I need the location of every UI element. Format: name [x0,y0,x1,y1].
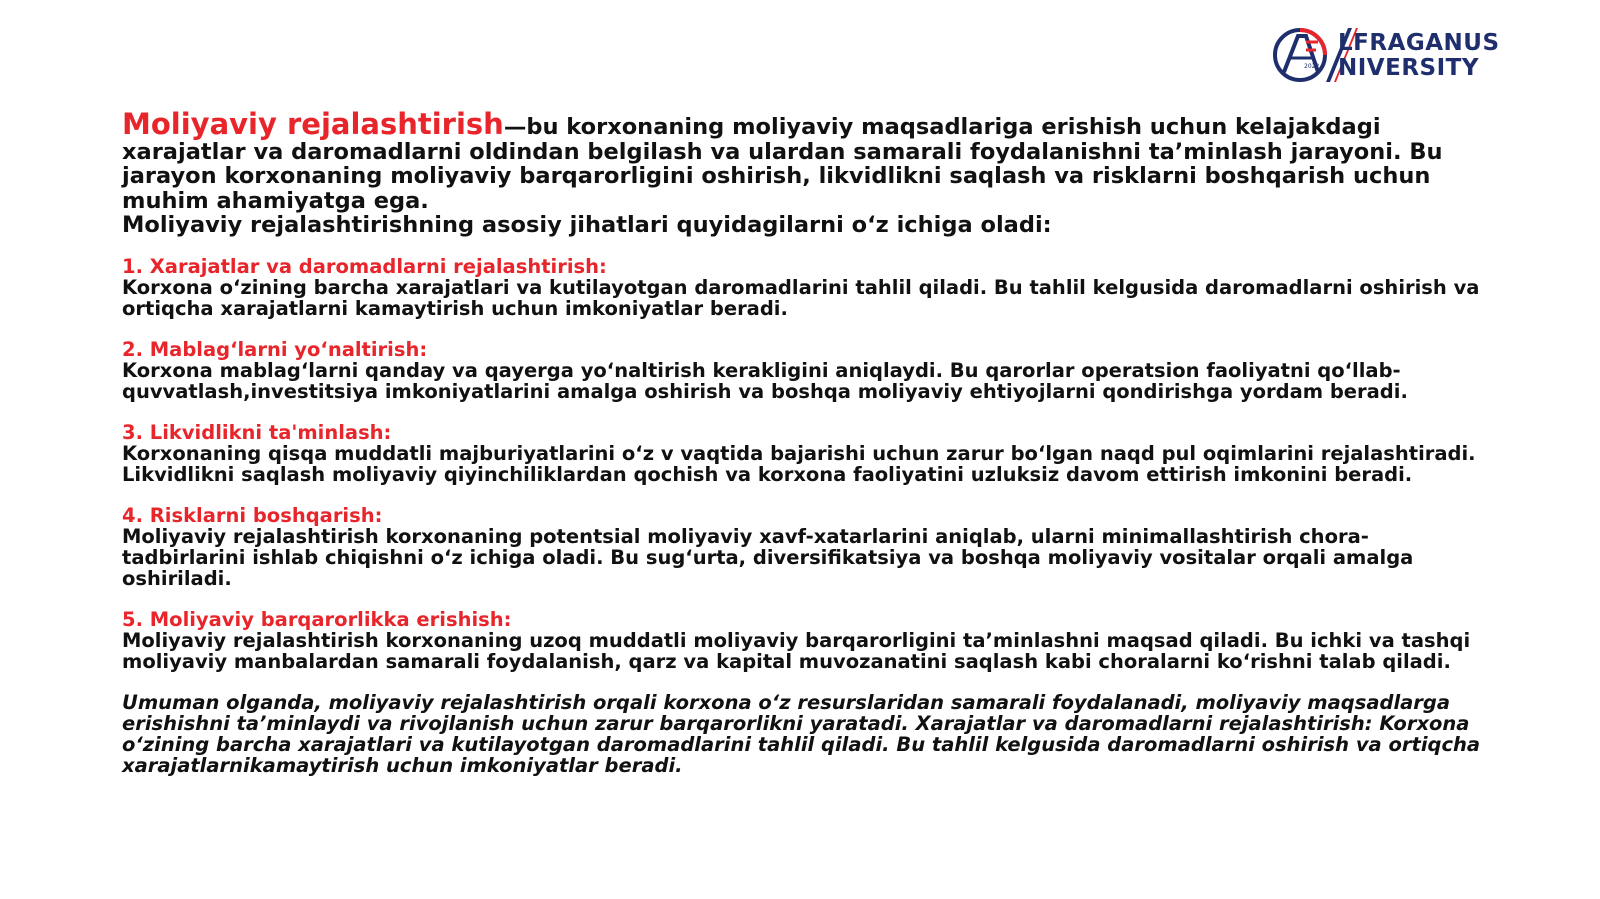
aspect-body: Moliyaviy rejalashtirish korxonaning uzoq muddatli moliyaviy barqarorligini ta’minlashni maqsad qiladi. Bu ichki va tashqi moliyaviy manbalardan samarali foydalanish, qarz va kapital muvozanatini saqlash kabi choralarni ko‘rishni talab qiladi. [122,628,1471,673]
slide-content [122,107,1492,777]
logo-line-1: LFRAGANUS [1338,30,1500,56]
aspect-title: 2. Mablag‘larni yo‘naltirish: [122,337,428,361]
aspects-list [122,256,1492,672]
intro-subhead: Moliyaviy rejalashtirishning asosiy jihatlari quyidagilarni o‘z ichiga oladi: [122,212,1052,238]
aspect-body: Korxona mablag‘larni qanday va qayerga yo‘naltirish kerakligini aniqlaydi. Bu qarorlar operatsion faoliyatni qo‘llab-quvvatlash,investitsiya imkoniyatlarini amalga oshirish va boshqa moliyaviy ehtiyojlarni qondirishga yordam beradi. [122,358,1408,403]
aspect-item [122,505,1492,589]
aspect-body: Korxonaning qisqa muddatli majburiyatlarini o‘z v vaqtida bajarishi uchun zarur bo‘lgan naqd pul oqimlarini rejalashtiradi. Likvidlikni saqlash moliyaviy qiyinchiliklardan qochish va korxona faoliyatini uzluksiz davom ettirish imkonini beradi. [122,441,1476,486]
aspect-title: 1. Xarajatlar va daromadlarni rejalashtirish: [122,254,607,278]
aspect-title: 3. Likvidlikni ta'minlash: [122,420,392,444]
aspect-item [122,256,1492,319]
aspect-item [122,339,1492,402]
intro-term: Moliyaviy rejalashtirish [122,107,504,141]
aspect-title: 4. Risklarni boshqarish: [122,503,383,527]
intro-paragraph [122,107,1492,238]
aspect-body: Korxona o‘zining barcha xarajatlari va kutilayotgan daromadlarini tahlil qiladi. Bu tahlil kelgusida daromadlarni oshirish va ortiqcha xarajatlarni kamaytirish uchun imkoniyatlar beradi. [122,275,1480,320]
logo-line-2: NIVERSITY [1338,55,1479,81]
university-logo [1270,22,1520,88]
intro-text: —bu korxonaning moliyaviy maqsadlariga erishish uchun kelajakdagi xarajatlar va daromadlarni oldindan belgilash va ulardan samarali foydalanishni ta’minlash jarayoni. Bu jarayon korxonaning moliyaviy barqarorligini oshirish, likvidlikni saqlash va risklarni boshqarish uchun muhim ahamiyatga ega. [122,114,1443,214]
seal-year: 2022 [1304,63,1320,70]
aspect-title: 5. Moliyaviy barqarorlikka erishish: [122,607,512,631]
aspect-item [122,609,1492,672]
aspect-item [122,422,1492,485]
aspect-body: Moliyaviy rejalashtirish korxonaning potentsial moliyaviy xavf-xatarlarini aniqlab, ularni minimallashtirish chora-tadbirlarini ishlab chiqishni o‘z ichiga oladi. Bu sug‘urta, diversifikatsiya va boshqa moliyaviy vositalar orqali amalga oshiriladi. [122,524,1414,590]
conclusion-paragraph: Umuman olganda, moliyaviy rejalashtirish orqali korxona o‘z resurslaridan samarali foydalanadi, moliyaviy maqsadlarga erishishni ta’minlaydi va rivojlanish uchun zarur barqarorlikni yaratadi. Xarajatlar va daromadlarni rejalashtirish: Korxona o‘zining barcha xarajatlari va kutilayotgan daromadlarini tahlil qiladi. Bu tahlil kelgusida daromadlarni oshirish va ortiqcha xarajatlarnikamaytirish uchun imkoniyatlar beradi. [122,690,1481,777]
